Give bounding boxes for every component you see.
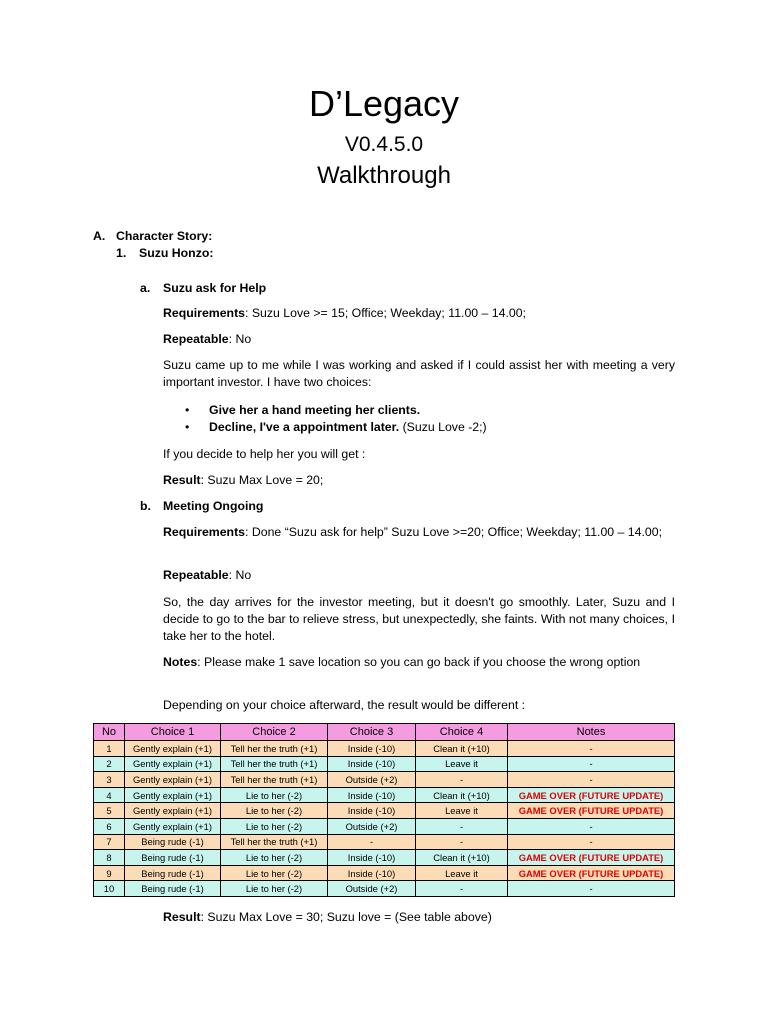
section-letter: A.	[93, 229, 106, 243]
doc-subtitle: Walkthrough	[317, 162, 451, 189]
result-text: : Suzu Max Love = 20;	[200, 473, 324, 487]
result-label: Result	[163, 473, 201, 487]
event-b-result	[163, 909, 492, 926]
req-text: : Done “Suzu ask for help” Suzu Love >=20; Office; Weekday; 11.00 – 14.00;	[245, 525, 662, 539]
event-b-requirements	[163, 524, 675, 541]
table-cell: -	[416, 818, 508, 834]
table-cell: 4	[94, 787, 125, 803]
table-cell: Tell her the truth (+1)	[221, 772, 328, 788]
event-a-choices	[163, 402, 487, 436]
event-a-repeatable	[163, 331, 251, 348]
req-text: : Suzu Love >= 15; Office; Weekday; 11.00 – 14.00;	[245, 306, 526, 320]
table-cell: Inside (-10)	[328, 850, 416, 866]
table-cell: GAME OVER (FUTURE UPDATE)	[508, 787, 675, 803]
table-cell: GAME OVER (FUTURE UPDATE)	[508, 865, 675, 881]
event-b-description: So, the day arrives for the investor meeting, but it doesn't go smoothly. Later, Suzu and I decide to go to the bar to relieve stress, but unexpectedly, she faints. With not many choices, I take her to the hotel.	[163, 595, 675, 643]
table-cell: Tell her the truth (+1)	[221, 741, 328, 757]
event-a-followup: If you decide to help her you will get :	[163, 447, 366, 461]
table-cell: Clean it (+10)	[416, 850, 508, 866]
result-text: : Suzu Max Love = 30; Suzu love = (See table above)	[200, 910, 492, 924]
rep-text: : No	[228, 568, 252, 582]
section-title: Character Story:	[116, 229, 213, 243]
table-cell: -	[416, 834, 508, 850]
table-cell: Lie to her (-2)	[221, 803, 328, 819]
table-cell: Gently explain (+1)	[125, 772, 221, 788]
table-row	[94, 865, 675, 881]
table-row	[94, 818, 675, 834]
table-row	[94, 756, 675, 772]
table-cell: Clean it (+10)	[416, 741, 508, 757]
header-cell: Choice 1	[125, 724, 221, 741]
table-cell: 6	[94, 818, 125, 834]
table-cell: Inside (-10)	[328, 756, 416, 772]
table-row	[94, 787, 675, 803]
table-cell: -	[508, 881, 675, 897]
bullet-icon: •	[185, 403, 190, 417]
table-cell: 8	[94, 850, 125, 866]
table-cell: Being rude (-1)	[125, 834, 221, 850]
event-a-letter: a.	[140, 281, 151, 295]
header-cell: Choice 2	[221, 724, 328, 741]
table-cell: -	[508, 834, 675, 850]
result-label: Result	[163, 910, 201, 924]
table-cell: 9	[94, 865, 125, 881]
table-cell: Inside (-10)	[328, 865, 416, 881]
table-cell: Inside (-10)	[328, 787, 416, 803]
rep-label: Repeatable	[163, 332, 229, 346]
table-cell: 2	[94, 756, 125, 772]
table-cell: Gently explain (+1)	[125, 756, 221, 772]
table-cell: Lie to her (-2)	[221, 865, 328, 881]
header-cell: Choice 4	[416, 724, 508, 741]
req-label: Requirements	[163, 306, 246, 320]
table-cell: -	[508, 741, 675, 757]
table-row	[94, 772, 675, 788]
table-row	[94, 834, 675, 850]
table-cell: 5	[94, 803, 125, 819]
event-b-repeatable	[163, 567, 251, 584]
choices-table	[93, 723, 675, 897]
event-b-heading	[140, 498, 263, 515]
table-cell: -	[416, 772, 508, 788]
table-cell: 10	[94, 881, 125, 897]
bullet-icon: •	[185, 420, 190, 434]
table-cell: Clean it (+10)	[416, 787, 508, 803]
choice-item	[163, 419, 487, 436]
table-cell: Lie to her (-2)	[221, 787, 328, 803]
table-cell: Lie to her (-2)	[221, 850, 328, 866]
event-b-table-intro: Depending on your choice afterward, the result would be different :	[163, 698, 526, 712]
table-cell: Gently explain (+1)	[125, 741, 221, 757]
table-cell: -	[508, 772, 675, 788]
notes-text: : Please make 1 save location so you can go back if you choose the wrong option	[197, 655, 641, 669]
table-cell: Inside (-10)	[328, 741, 416, 757]
table-cell: Outside (+2)	[328, 772, 416, 788]
choice-item	[163, 402, 487, 419]
choice-text: Decline, I've a appointment later.	[209, 420, 400, 434]
table-cell: 1	[94, 741, 125, 757]
choice-extra: (Suzu Love -2;)	[399, 420, 487, 434]
table-cell: -	[508, 756, 675, 772]
table-row	[94, 881, 675, 897]
table-row	[94, 741, 675, 757]
table-cell: 3	[94, 772, 125, 788]
table-cell: Lie to her (-2)	[221, 881, 328, 897]
character-heading	[116, 245, 213, 262]
rep-label: Repeatable	[163, 568, 229, 582]
table-cell: GAME OVER (FUTURE UPDATE)	[508, 803, 675, 819]
header-cell: Choice 3	[328, 724, 416, 741]
table-cell: Tell her the truth (+1)	[221, 834, 328, 850]
table-cell: Gently explain (+1)	[125, 818, 221, 834]
table-cell: Tell her the truth (+1)	[221, 756, 328, 772]
table-cell: -	[508, 818, 675, 834]
character-name: Suzu Honzo:	[139, 246, 214, 260]
table-cell: Being rude (-1)	[125, 865, 221, 881]
table-row	[94, 850, 675, 866]
table-cell: Leave it	[416, 756, 508, 772]
doc-title: D’Legacy	[308, 83, 460, 124]
table-cell: Gently explain (+1)	[125, 803, 221, 819]
table-cell: -	[328, 834, 416, 850]
table-header-row	[94, 724, 675, 741]
event-b-title: Meeting Ongoing	[163, 499, 264, 513]
table-cell: Outside (+2)	[328, 881, 416, 897]
character-number: 1.	[116, 246, 127, 260]
req-label: Requirements	[163, 525, 246, 539]
table-cell: Lie to her (-2)	[221, 818, 328, 834]
table-cell: Gently explain (+1)	[125, 787, 221, 803]
event-a-description: Suzu came up to me while I was working and asked if I could assist her with meeting a very important investor. I have two choices:	[163, 358, 675, 389]
event-a-result	[163, 472, 323, 489]
event-b-letter: b.	[140, 499, 151, 513]
event-a-heading	[140, 280, 266, 297]
table-cell: Leave it	[416, 865, 508, 881]
event-a-requirements	[163, 305, 526, 322]
event-a-title: Suzu ask for Help	[163, 281, 267, 295]
event-b-notes	[163, 654, 675, 671]
table-cell: 7	[94, 834, 125, 850]
table-row	[94, 803, 675, 819]
table-cell: Inside (-10)	[328, 803, 416, 819]
table-cell: Being rude (-1)	[125, 881, 221, 897]
table-cell: Outside (+2)	[328, 818, 416, 834]
table-cell: Being rude (-1)	[125, 850, 221, 866]
doc-version: V0.4.5.0	[344, 133, 424, 156]
notes-label: Notes	[163, 655, 198, 669]
table-cell: Leave it	[416, 803, 508, 819]
header-cell: Notes	[508, 724, 675, 741]
header-cell: No	[94, 724, 125, 741]
section-heading	[93, 228, 212, 245]
table-cell: GAME OVER (FUTURE UPDATE)	[508, 850, 675, 866]
table-cell: -	[416, 881, 508, 897]
rep-text: : No	[228, 332, 252, 346]
choice-text: Give her a hand meeting her clients.	[209, 403, 421, 417]
